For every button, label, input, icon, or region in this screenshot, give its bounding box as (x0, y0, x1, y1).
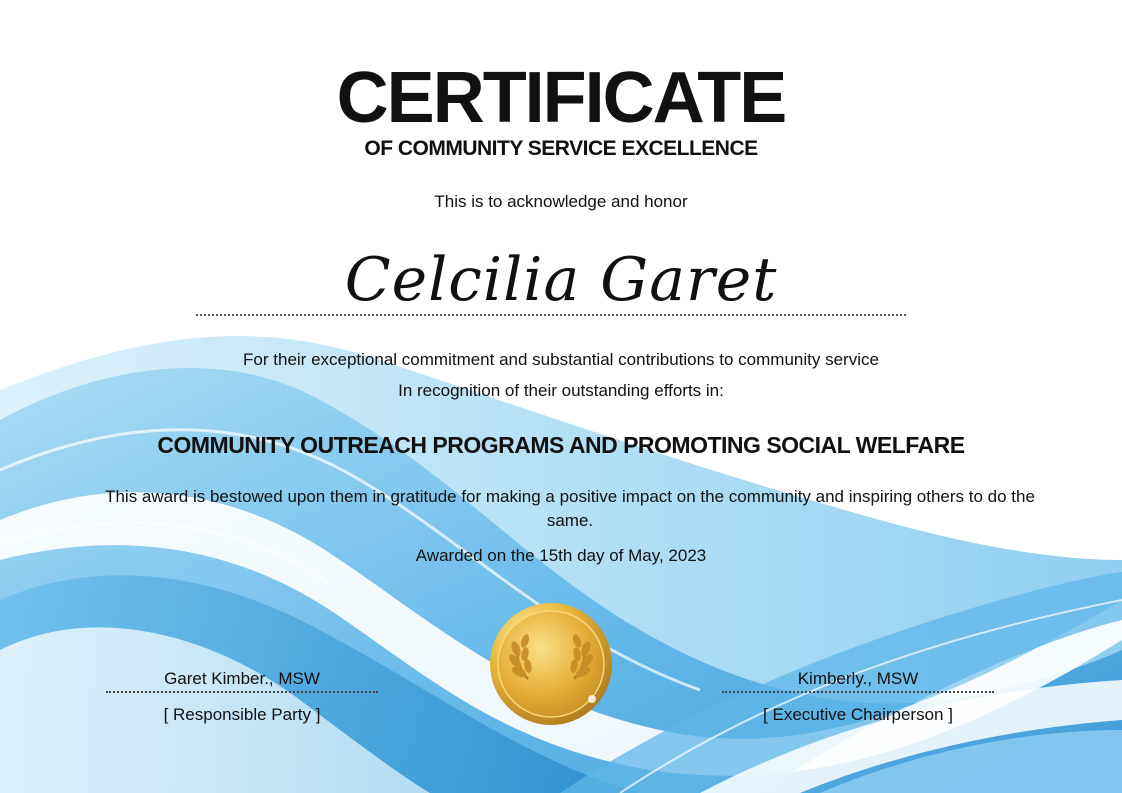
recognition-text: In recognition of their outstanding efforts in: (398, 381, 724, 400)
recipient-name-line (196, 314, 906, 316)
certificate-title: CERTIFICATE (336, 58, 786, 138)
signature-role-left: [ Responsible Party ] (163, 705, 321, 724)
signature-role-right: [ Executive Chairperson ] (763, 705, 953, 724)
signature-name-left: Garet Kimber., MSW (106, 668, 378, 693)
commitment-text: For their exceptional commitment and substantial contributions to community service (243, 350, 879, 369)
recipient-name: Celcilia Garet (344, 245, 778, 315)
award-date: Awarded on the 15th day of May, 2023 (415, 546, 707, 565)
certificate-subtitle: OF COMMUNITY SERVICE EXCELLENCE (364, 137, 758, 160)
signature-block-right (722, 668, 994, 725)
award-description: This award is bestowed upon them in gratitude for making a positive impact on the community and inspiring others to do the same. (105, 487, 1035, 530)
gold-laurel-medal-icon (488, 601, 614, 727)
achievement-area: COMMUNITY OUTREACH PROGRAMS AND PROMOTING SOCIAL WELFARE (157, 432, 965, 458)
acknowledge-text: This is to acknowledge and honor (434, 192, 688, 211)
signature-name-right: Kimberly., MSW (722, 668, 994, 693)
signature-block-left (106, 668, 378, 725)
